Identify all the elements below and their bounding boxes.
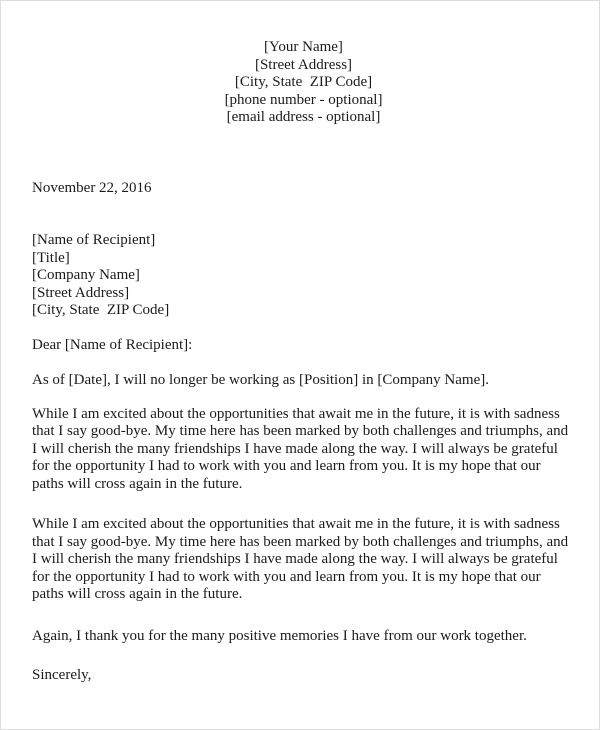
recipient-title-line: [Title] — [32, 249, 70, 266]
thanks-paragraph: Again, I thank you for the many positive memories I have from our work together. — [32, 627, 527, 644]
sender-street-line: [Street Address] — [254, 56, 353, 73]
recipient-name-line: [Name of Recipient] — [32, 232, 156, 248]
letter-date: November 22, 2016 — [32, 179, 152, 196]
salutation: Dear [Name of Recipient]: — [32, 336, 193, 353]
body-paragraph-2: While I am excited about the opportunities that await me in the future, it is with sadness that I say good-bye. My time here has been marked by both challenges and triumphs, and I will cherish the many friendships I have made along the way. I will always be grateful for the opportunity I had to work with you and learn from you. It is my hope that our paths will cross again in the future. — [32, 516, 569, 602]
opening-paragraph: As of [Date], I will no longer be working as [Position] in [Company Name]. — [32, 372, 489, 388]
sender-city-line: [City, State ZIP Code] — [234, 74, 373, 90]
sender-address-block — [32, 39, 575, 127]
body-paragraph-1: While I am excited about the opportunities that await me in the future, it is with sadness that I say good-bye. My time here has been marked by both challenges and triumphs, and I will cherish the many friendships I have made along the way. I will always be grateful for the opportunity I had to work with you and learn from you. It is my hope that our paths will cross again in the future. — [32, 405, 569, 492]
sender-phone-line: [phone number - optional] — [224, 91, 383, 108]
closing-signoff: Sincerely, — [32, 667, 92, 683]
recipient-address-block — [32, 232, 575, 320]
sender-email-line: [email address - optional] — [226, 109, 381, 125]
recipient-city-line: [City, State ZIP Code] — [32, 302, 170, 318]
sender-name-line: [Your Name] — [264, 39, 343, 55]
recipient-street-line: [Street Address] — [32, 284, 130, 301]
recipient-company-line: [Company Name] — [32, 267, 140, 283]
